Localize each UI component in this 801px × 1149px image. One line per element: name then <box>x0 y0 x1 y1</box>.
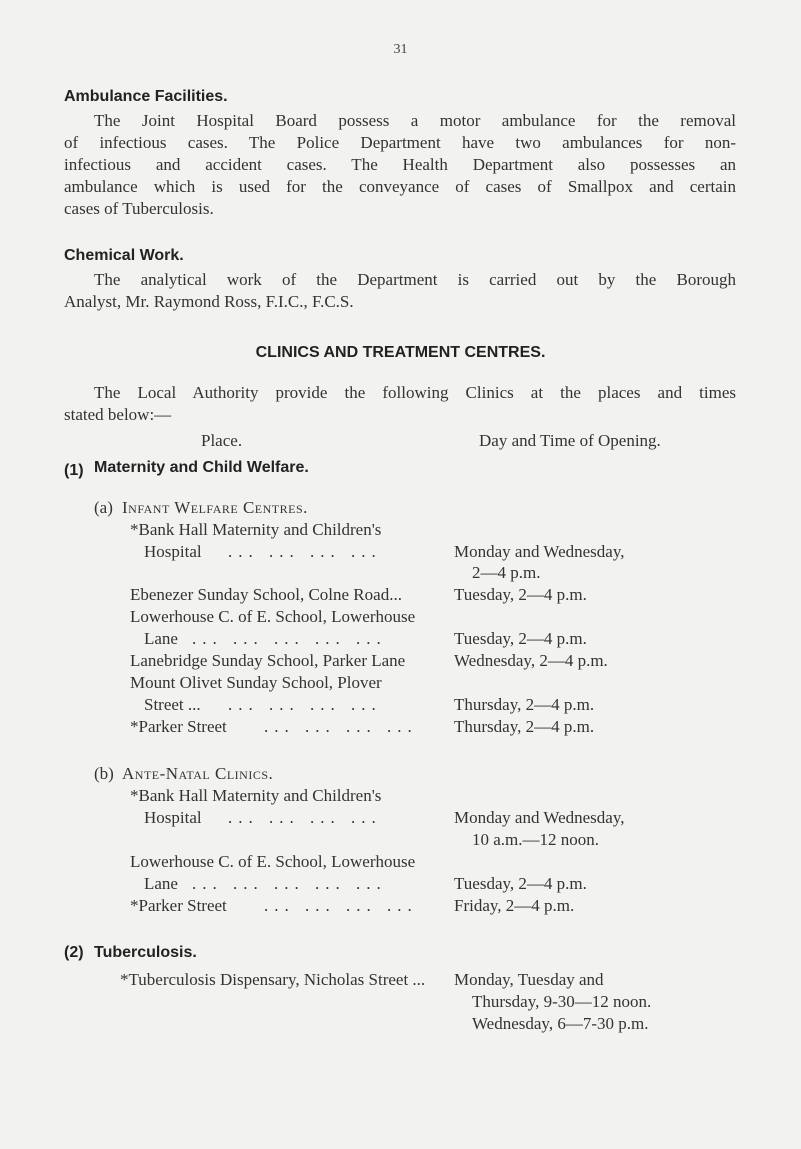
a5-leader-dots: ... ... ... ... <box>228 695 382 714</box>
a4-place: Lanebridge Sunday School, Parker Lane <box>130 651 406 670</box>
t1-time-line-2: Thursday, 9-30—12 noon. <box>472 992 652 1011</box>
b3-leader-dots: ... ... ... ... <box>264 896 418 915</box>
clinics-intro <box>64 382 736 426</box>
a1-place-line-1: *Bank Hall Maternity and Children's <box>130 520 382 539</box>
b1-place-line-1: *Bank Hall Maternity and Children's <box>130 786 382 805</box>
section-2-title: Tuberculosis. <box>94 944 197 961</box>
clinics-intro-line-1: The Local Authority provide the following Clinics at the places and times <box>94 383 736 402</box>
t1-time-line-3: Wednesday, 6—7-30 p.m. <box>472 1014 649 1033</box>
ambulance-line-4: ambulance which is used for the conveyance of cases of Smallpox and certain <box>64 177 736 196</box>
a3-place-line-1: Lowerhouse C. of E. School, Lowerhouse <box>130 607 416 626</box>
subsection-b-number: (b) <box>94 764 114 783</box>
ambulance-line-3: infectious and accident cases. The Health Department also possesses an <box>64 155 736 174</box>
a1-time-line-2: 2—4 p.m. <box>472 563 541 582</box>
ambulance-line-5: cases of Tuberculosis. <box>64 199 214 218</box>
chemical-line-1: The analytical work of the Department is carried out by the Borough <box>94 270 736 289</box>
ambulance-line-1: The Joint Hospital Board possess a motor ambulance for the removal <box>94 111 736 130</box>
a2-place: Ebenezer Sunday School, Colne Road... <box>130 585 402 604</box>
a3-place-line-2: Lane <box>144 629 178 648</box>
section-2-number: (2) <box>64 944 84 961</box>
chemical-heading: Chemical Work. <box>64 247 184 264</box>
section-1-title: Maternity and Child Welfare. <box>94 459 309 476</box>
b2-leader-dots: ... ... ... ... ... <box>192 874 387 893</box>
b2-place-line-2: Lane <box>144 874 178 893</box>
a6-time: Thursday, 2—4 p.m. <box>454 717 595 736</box>
chemical-paragraph <box>64 269 736 313</box>
subsection-b-title: Ante-Natal Clinics. <box>122 764 274 783</box>
ambulance-heading: Ambulance Facilities. <box>64 88 228 105</box>
section-1-number <box>64 459 84 482</box>
ambulance-line-2: of infectious cases. The Police Department have two ambulances for non- <box>64 133 736 152</box>
b1-time-line-1: Monday and Wednesday, <box>454 808 625 827</box>
a3-time: Tuesday, 2—4 p.m. <box>454 629 587 648</box>
section-1-num: (1) <box>64 462 84 479</box>
b2-time: Tuesday, 2—4 p.m. <box>454 874 587 893</box>
b1-time-line-2: 10 a.m.—12 noon. <box>472 830 600 849</box>
a4-time: Wednesday, 2—4 p.m. <box>454 651 608 670</box>
t1-time-line-1: Monday, Tuesday and <box>454 970 604 989</box>
b3-place: *Parker Street <box>130 896 227 915</box>
page-number: 31 <box>393 42 408 57</box>
a3-leader-dots: ... ... ... ... ... <box>192 629 387 648</box>
t1-place: *Tuberculosis Dispensary, Nicholas Street ... <box>120 970 426 989</box>
b3-time: Friday, 2—4 p.m. <box>454 896 575 915</box>
chemical-line-2: Analyst, Mr. Raymond Ross, F.I.C., F.C.S. <box>64 292 354 311</box>
a1-leader-dots: ... ... ... ... <box>228 542 382 561</box>
a5-place-line-2: Street ... <box>144 695 201 714</box>
a5-place-line-1: Mount Olivet Sunday School, Plover <box>130 673 382 692</box>
clinics-intro-line-2: stated below:— <box>64 405 172 424</box>
column-header-place: Place. <box>201 431 243 450</box>
a5-time: Thursday, 2—4 p.m. <box>454 695 595 714</box>
ambulance-paragraph <box>64 110 736 220</box>
subsection-a-title: Infant Welfare Centres. <box>122 498 308 517</box>
a1-time-line-1: Monday and Wednesday, <box>454 542 625 561</box>
subsection-a-number: (a) <box>94 498 113 517</box>
a6-leader-dots: ... ... ... ... <box>264 717 418 736</box>
a1-place-line-2: Hospital <box>144 542 202 561</box>
column-header-time: Day and Time of Opening. <box>479 431 661 450</box>
b2-place-line-1: Lowerhouse C. of E. School, Lowerhouse <box>130 852 416 871</box>
b1-place-line-2: Hospital <box>144 808 202 827</box>
b1-leader-dots: ... ... ... ... <box>228 808 382 827</box>
a6-place: *Parker Street <box>130 717 227 736</box>
clinics-title: CLINICS AND TREATMENT CENTRES. <box>255 344 546 361</box>
a2-time: Tuesday, 2—4 p.m. <box>454 585 587 604</box>
